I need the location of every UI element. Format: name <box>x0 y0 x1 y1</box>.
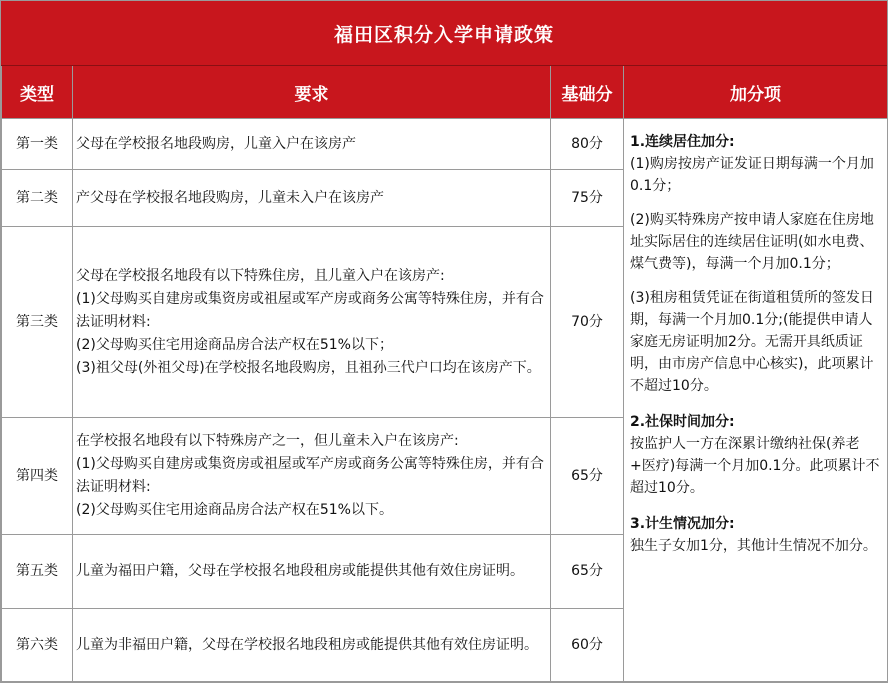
bonus-paragraph: (2)购买特殊房产按申请人家庭在住房地址实际居住的连续居住证明(如水电费、煤气费等)，每满一个月加0.1分； <box>630 212 874 272</box>
requirement-line: 儿童为非福田户籍，父母在学校报名地段租房或能提供其他有效住房证明。 <box>76 636 538 653</box>
row-requirement <box>73 170 551 227</box>
bonus-heading: 3.计生情况加分: <box>630 516 735 532</box>
requirement-line: (2)父母购买住宅用途商品房合法产权在51%以下； <box>76 336 393 353</box>
row-score: 70分 <box>551 227 624 418</box>
row-score: 65分 <box>551 535 624 609</box>
row-requirement <box>73 535 551 609</box>
bonus-section-residence <box>630 131 881 397</box>
row-type: 第三类 <box>2 227 73 418</box>
row-score: 60分 <box>551 609 624 682</box>
row-requirement <box>73 609 551 682</box>
row-type: 第五类 <box>2 535 73 609</box>
bonus-section-social-security <box>630 411 881 499</box>
bonus-paragraph: 独生子女加1分，其他计生情况不加分。 <box>630 538 877 554</box>
requirement-line: (1)父母购买自建房或集资房或祖屋或军产房或商务公寓等特殊住房，并有合法证明材料: <box>76 290 544 330</box>
bonus-paragraph: (3)租房租赁凭证在街道租赁所的签发日期，每满一个月加0.1分;(能提供申请人家庭无房证明加2分。无需开具纸质证明，由市房产信息中心核实)，此项累计不超过10分。 <box>630 290 874 394</box>
requirement-line: 儿童为福田户籍，父母在学校报名地段租房或能提供其他有效住房证明。 <box>76 563 524 579</box>
requirement-line: 产父母在学校报名地段购房，儿童未入户在该房产 <box>76 189 384 206</box>
bonus-heading: 1.连续居住加分: <box>630 134 735 150</box>
row-type: 第一类 <box>2 119 73 170</box>
row-type: 第二类 <box>2 170 73 227</box>
requirement-line: (1)父母购买自建房或集资房或祖屋或军产房或商务公寓等特殊住房，并有合法证明材料: <box>76 456 544 495</box>
requirement-line: (2)父母购买住宅用途商品房合法产权在51%以下。 <box>76 502 393 518</box>
bonus-cell <box>624 119 888 682</box>
requirement-line: 在学校报名地段有以下特殊房产之一，但儿童未入户在该房产: <box>76 433 459 449</box>
row-requirement <box>73 119 551 170</box>
row-score: 75分 <box>551 170 624 227</box>
header-type: 类型 <box>2 66 73 119</box>
bonus-section-family-planning <box>630 513 881 557</box>
row-score: 65分 <box>551 418 624 535</box>
row-score: 80分 <box>551 119 624 170</box>
requirement-line: (3)祖父母(外祖父母)在学校报名地段购房，且祖孙三代户口均在该房产下。 <box>76 359 541 376</box>
requirement-line: 父母在学校报名地段有以下特殊住房，且儿童入户在该房产: <box>76 267 445 284</box>
header-requirement: 要求 <box>73 66 551 119</box>
row-type: 第六类 <box>2 609 73 682</box>
row-requirement <box>73 418 551 535</box>
row-type: 第四类 <box>2 418 73 535</box>
bonus-paragraph: 按监护人一方在深累计缴纳社保(养老+医疗)每满一个月加0.1分。此项累计不超过10分。 <box>630 436 880 496</box>
table-row <box>2 119 888 170</box>
requirement-line: 父母在学校报名地段购房，儿童入户在该房产 <box>76 135 356 152</box>
page-title: 福田区积分入学申请政策 <box>1 1 887 66</box>
policy-table <box>1 66 888 682</box>
bonus-heading: 2.社保时间加分: <box>630 414 735 430</box>
bonus-paragraph: (1)购房按房产证发证日期每满一个月加0.1分； <box>630 156 874 194</box>
header-base-score: 基础分 <box>551 66 624 119</box>
header-row <box>2 66 888 119</box>
row-requirement <box>73 227 551 418</box>
header-bonus: 加分项 <box>624 66 888 119</box>
